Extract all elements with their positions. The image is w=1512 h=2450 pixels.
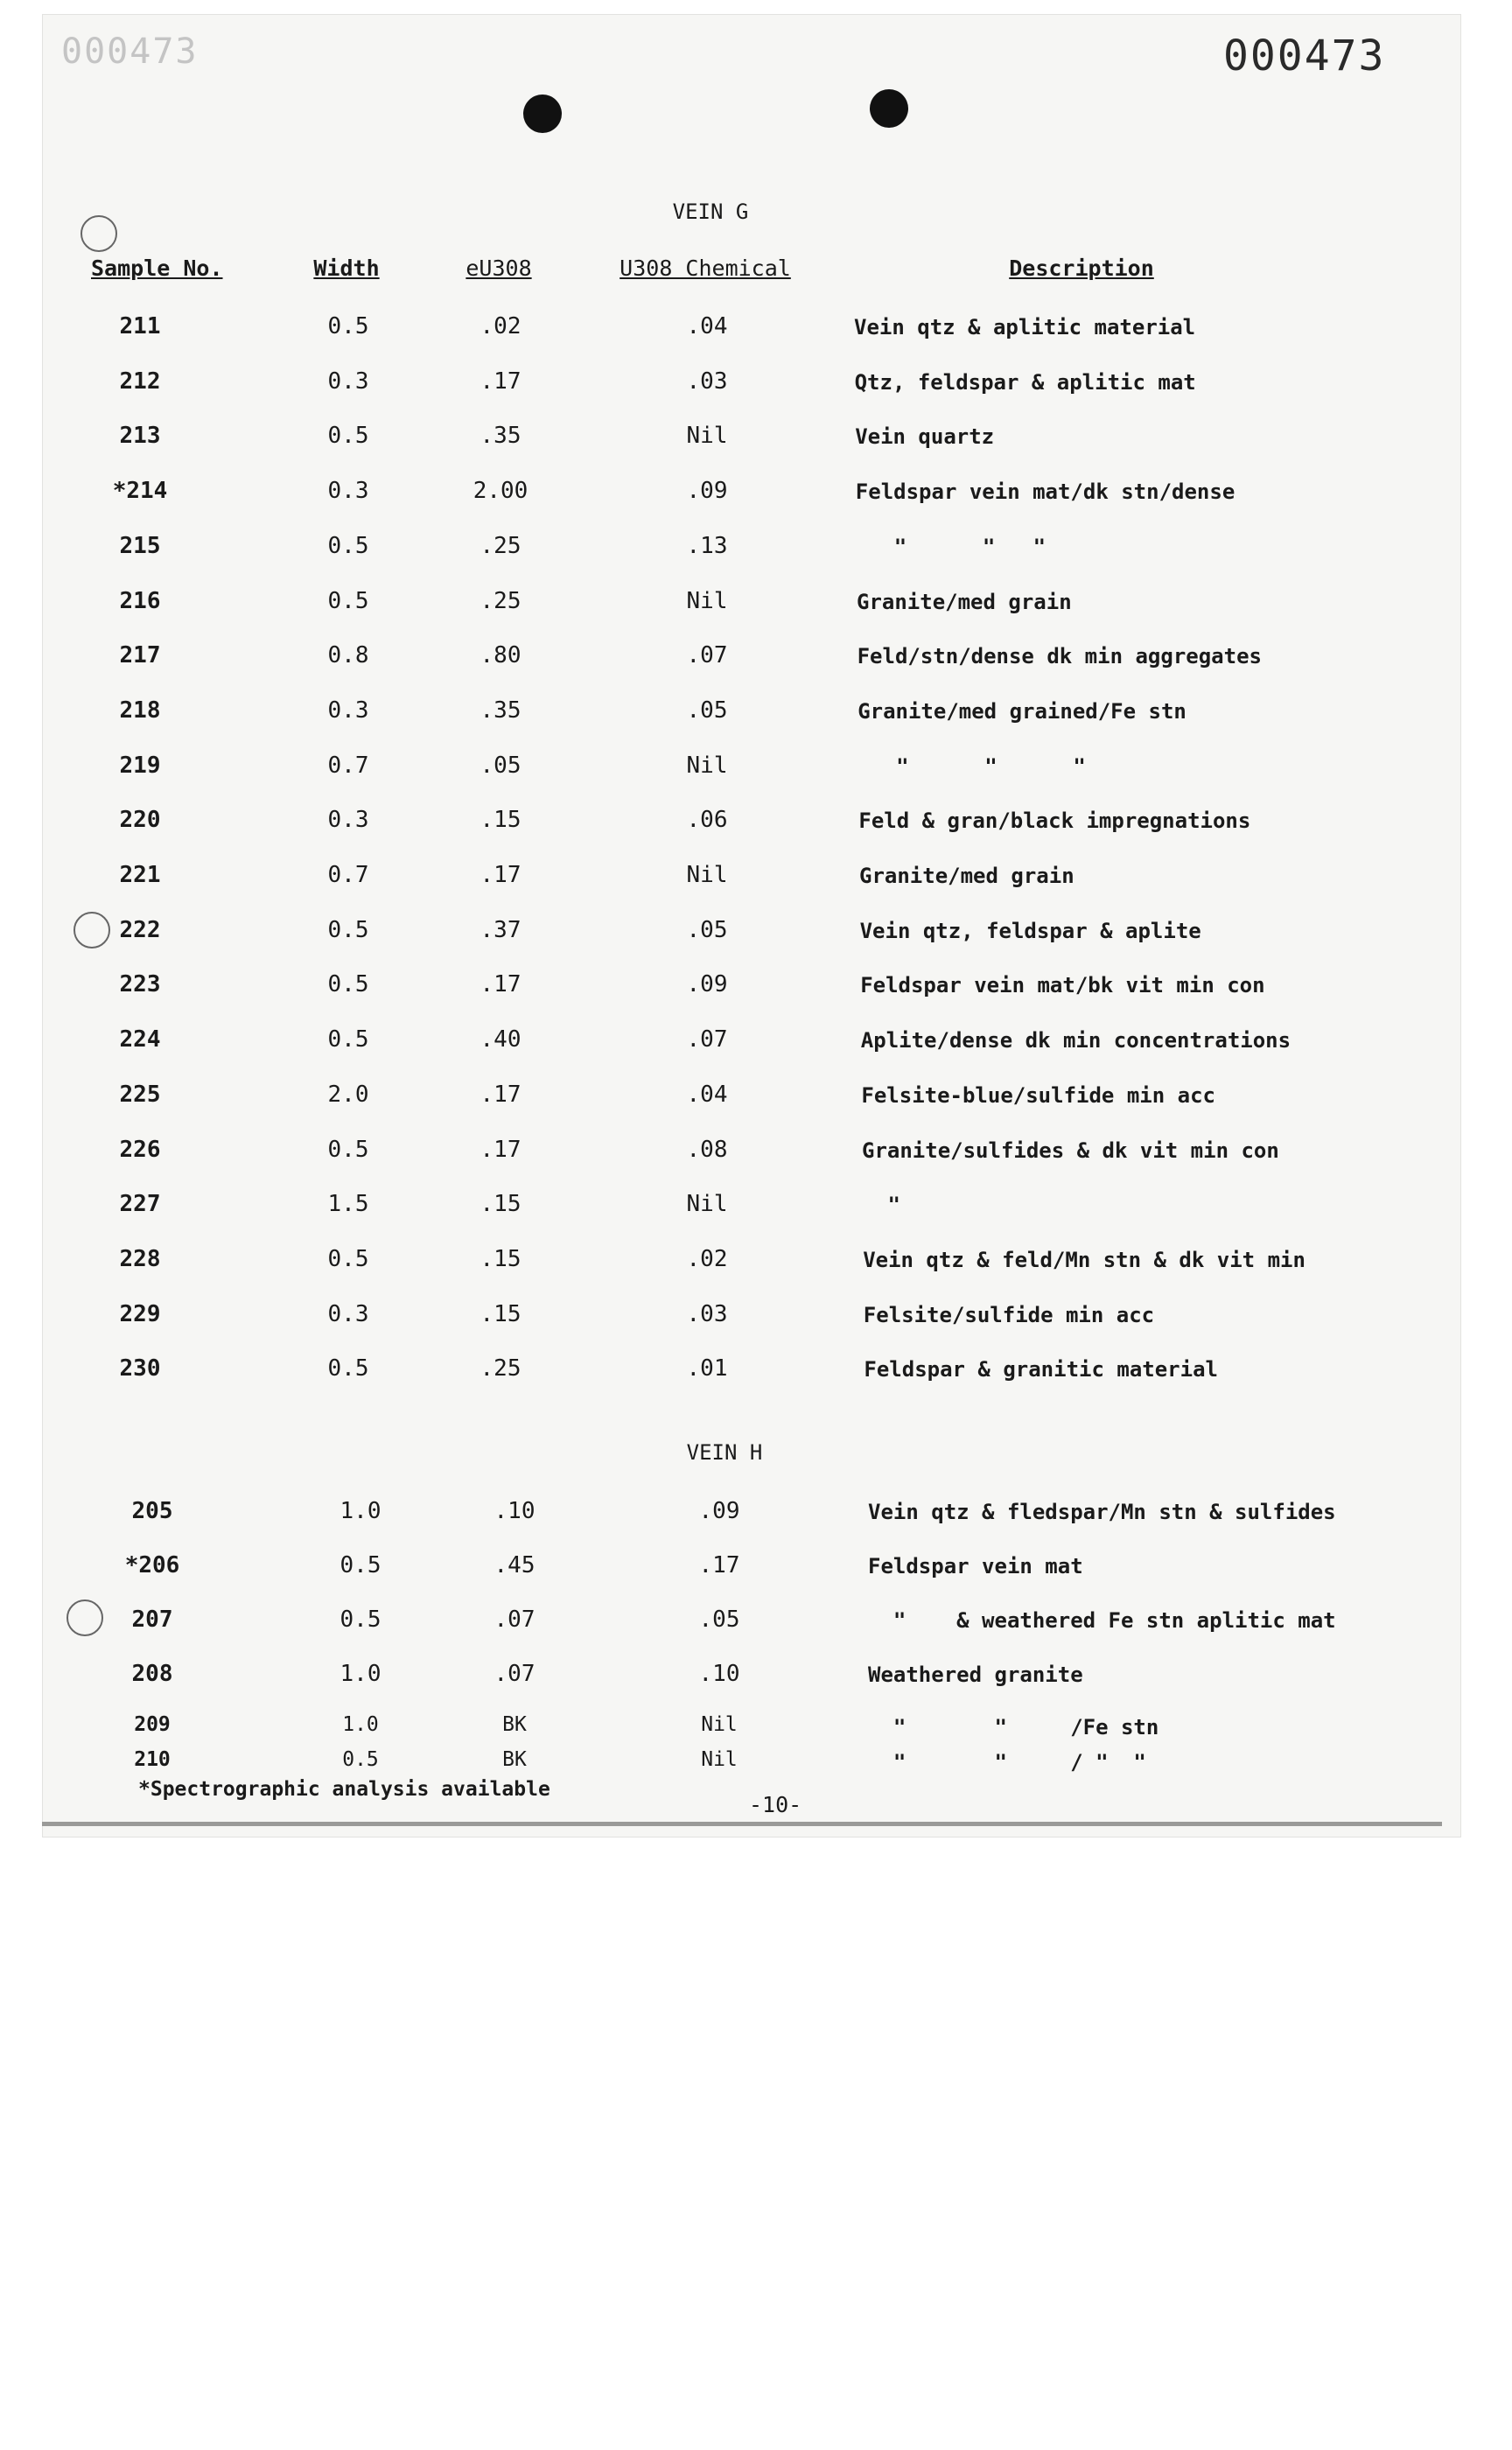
header-sample-no: Sample No. <box>91 256 223 281</box>
u308-chemical-cell: Nil <box>686 423 728 450</box>
punch-ring-bottom <box>66 1600 103 1636</box>
u308-chemical-cell: Nil <box>686 752 728 779</box>
sample-no-cell: 229 <box>119 1300 161 1327</box>
eu308-cell: .17 <box>480 368 522 395</box>
eu308-cell: .07 <box>494 1606 536 1633</box>
u308-chemical-cell: Nil <box>686 862 728 888</box>
eu308-cell: .17 <box>480 1136 522 1163</box>
u308-chemical-cell: .09 <box>686 971 728 998</box>
description-cell: Feldspar vein mat/bk vit min con <box>860 973 1265 998</box>
width-cell: 0.5 <box>327 1245 369 1272</box>
sample-no-cell: 223 <box>119 971 161 998</box>
u308-chemical-cell: .05 <box>698 1606 740 1633</box>
eu308-cell: .37 <box>480 916 522 943</box>
eu308-cell: .02 <box>480 313 522 340</box>
width-cell: 0.5 <box>327 1136 369 1163</box>
u308-chemical-cell: .01 <box>686 1355 728 1382</box>
punch-hole-right <box>870 89 908 128</box>
eu308-cell: .17 <box>480 971 522 998</box>
width-cell: 0.3 <box>327 368 369 395</box>
eu308-cell: .15 <box>480 807 522 834</box>
eu308-cell: .15 <box>480 1245 522 1272</box>
sample-no-cell: 213 <box>119 423 161 450</box>
description-cell: " & weathered Fe stn aplitic mat <box>868 1608 1336 1633</box>
width-cell: 0.5 <box>327 1355 369 1382</box>
width-cell: 1.5 <box>327 1191 369 1218</box>
page-number: -10- <box>749 1792 802 1817</box>
eu308-cell: .15 <box>480 1191 522 1218</box>
sample-no-cell: 226 <box>119 1136 161 1163</box>
description-cell: Weathered granite <box>868 1662 1083 1687</box>
header-u308-chemical: U308 Chemical <box>620 256 791 281</box>
sample-no-cell: *206 <box>124 1552 180 1578</box>
eu308-cell: .45 <box>494 1552 536 1578</box>
sample-no-cell: 218 <box>119 696 161 724</box>
sample-no-cell: 207 <box>131 1606 173 1633</box>
width-cell: 0.5 <box>327 1026 369 1054</box>
eu308-cell: .35 <box>480 423 522 450</box>
description-cell: " " " <box>858 753 1086 779</box>
width-cell: 0.5 <box>342 1748 379 1771</box>
sample-no-cell: 219 <box>119 752 161 779</box>
sample-no-cell: 210 <box>134 1748 171 1771</box>
page-edge <box>42 1822 1442 1826</box>
description-cell: Vein qtz & aplitic material <box>854 315 1196 340</box>
u308-chemical-cell: .07 <box>686 1026 728 1054</box>
header-width: Width <box>313 256 380 281</box>
sample-no-cell: 205 <box>131 1498 173 1524</box>
description-cell: " " /Fe stn <box>868 1715 1159 1740</box>
document-page <box>42 14 1461 1838</box>
sample-no-cell: 212 <box>119 368 161 395</box>
eu308-cell: .10 <box>494 1498 536 1524</box>
u308-chemical-cell: .03 <box>686 368 728 395</box>
sample-no-cell: 228 <box>119 1245 161 1272</box>
width-cell: 0.5 <box>327 532 369 559</box>
u308-chemical-cell: .09 <box>698 1498 740 1524</box>
sample-no-cell: 215 <box>119 532 161 559</box>
eu308-cell: BK <box>502 1713 527 1736</box>
u308-chemical-cell: Nil <box>686 587 728 614</box>
description-cell: Vein quartz <box>855 424 995 450</box>
eu308-cell: .07 <box>494 1661 536 1687</box>
width-cell: 0.3 <box>327 696 369 724</box>
width-cell: 1.0 <box>340 1661 382 1687</box>
header-eu308: eU308 <box>466 256 532 281</box>
sample-no-cell: *214 <box>112 478 168 505</box>
width-cell: 0.5 <box>340 1552 382 1578</box>
eu308-cell: .17 <box>480 1081 522 1108</box>
u308-chemical-cell: Nil <box>686 1191 728 1218</box>
u308-chemical-cell: .08 <box>686 1136 728 1163</box>
description-cell: Feldspar vein mat <box>868 1554 1083 1578</box>
eu308-cell: 2.00 <box>472 478 528 505</box>
sample-no-cell: 230 <box>119 1355 161 1382</box>
description-cell: Granite/med grained/Fe stn <box>858 698 1186 724</box>
description-cell: Felsite-blue/sulfide min acc <box>861 1082 1215 1108</box>
sample-no-cell: 222 <box>119 916 161 943</box>
eu308-cell: .25 <box>480 1355 522 1382</box>
width-cell: 0.3 <box>327 478 369 505</box>
description-cell: Feld/stn/dense dk min aggregates <box>857 644 1262 669</box>
description-cell: Feldspar vein mat/dk stn/dense <box>855 480 1236 505</box>
u308-chemical-cell: .03 <box>686 1300 728 1327</box>
eu308-cell: .80 <box>480 642 522 669</box>
u308-chemical-cell: Nil <box>701 1748 738 1771</box>
u308-chemical-cell: .09 <box>686 478 728 505</box>
sample-no-cell: 221 <box>119 862 161 888</box>
header-description: Description <box>1009 256 1154 281</box>
u308-chemical-cell: .05 <box>686 916 728 943</box>
description-cell: Feldspar & granitic material <box>864 1357 1218 1382</box>
document-number: 000473 <box>1223 32 1386 80</box>
eu308-cell: .25 <box>480 587 522 614</box>
description-cell: Vein qtz & feld/Mn stn & dk vit min <box>863 1247 1306 1272</box>
width-cell: 2.0 <box>327 1081 369 1108</box>
u308-chemical-cell: .07 <box>686 642 728 669</box>
punch-ring-top <box>80 215 117 252</box>
width-cell: 0.3 <box>327 807 369 834</box>
footnote: *Spectrographic analysis available <box>138 1778 550 1801</box>
u308-chemical-cell: Nil <box>701 1713 738 1736</box>
eu308-cell: .25 <box>480 532 522 559</box>
u308-chemical-cell: .04 <box>686 313 728 340</box>
description-cell: Qtz, feldspar & aplitic mat <box>854 369 1196 395</box>
sample-no-cell: 225 <box>119 1081 161 1108</box>
width-cell: 0.5 <box>327 916 369 943</box>
u308-chemical-cell: .02 <box>686 1245 728 1272</box>
description-cell: " <box>862 1193 900 1218</box>
width-cell: 1.0 <box>342 1713 379 1736</box>
width-cell: 0.5 <box>327 423 369 450</box>
description-cell: " " " <box>856 534 1046 559</box>
vein-h-title: VEIN H <box>686 1440 763 1465</box>
description-cell: Vein qtz & fledspar/Mn stn & sulfides <box>868 1500 1336 1524</box>
eu308-cell: BK <box>502 1748 527 1771</box>
eu308-cell: .15 <box>480 1300 522 1327</box>
vein-g-title: VEIN G <box>672 200 749 224</box>
description-cell: Felsite/sulfide min acc <box>863 1302 1155 1327</box>
description-cell: Granite/sulfides & dk vit min con <box>862 1138 1279 1163</box>
sample-no-cell: 211 <box>119 313 161 340</box>
description-cell: Granite/med grain <box>859 864 1074 888</box>
eu308-cell: .05 <box>480 752 522 779</box>
width-cell: 0.7 <box>327 752 369 779</box>
description-cell: Granite/med grain <box>857 589 1072 614</box>
width-cell: 0.5 <box>340 1606 382 1633</box>
width-cell: 0.5 <box>327 313 369 340</box>
u308-chemical-cell: .13 <box>686 532 728 559</box>
description-cell: Vein qtz, feldspar & aplite <box>859 918 1201 943</box>
punch-hole-left <box>523 94 562 133</box>
punch-ring-middle <box>74 912 110 948</box>
description-cell: Aplite/dense dk min concentrations <box>860 1028 1292 1054</box>
sample-no-cell: 224 <box>119 1026 161 1054</box>
eu308-cell: .40 <box>480 1026 522 1054</box>
eu308-cell: .35 <box>480 696 522 724</box>
description-cell: " " / " " <box>868 1750 1146 1774</box>
u308-chemical-cell: .04 <box>686 1081 728 1108</box>
sample-no-cell: 209 <box>134 1713 171 1736</box>
description-cell: Feld & gran/black impregnations <box>858 808 1251 834</box>
u308-chemical-cell: .10 <box>698 1661 740 1687</box>
width-cell: 0.7 <box>327 862 369 888</box>
sample-no-cell: 220 <box>119 807 161 834</box>
faded-stamp: 000473 <box>61 32 199 72</box>
sample-no-cell: 208 <box>131 1661 173 1687</box>
sample-no-cell: 227 <box>119 1191 161 1218</box>
u308-chemical-cell: .06 <box>686 807 728 834</box>
width-cell: 0.5 <box>327 971 369 998</box>
sample-no-cell: 217 <box>119 642 161 669</box>
width-cell: 1.0 <box>340 1498 382 1524</box>
eu308-cell: .17 <box>480 862 522 888</box>
width-cell: 0.5 <box>327 587 369 614</box>
width-cell: 0.8 <box>327 642 369 669</box>
u308-chemical-cell: .05 <box>686 696 728 724</box>
u308-chemical-cell: .17 <box>698 1552 740 1578</box>
width-cell: 0.3 <box>327 1300 369 1327</box>
sample-no-cell: 216 <box>119 587 161 614</box>
